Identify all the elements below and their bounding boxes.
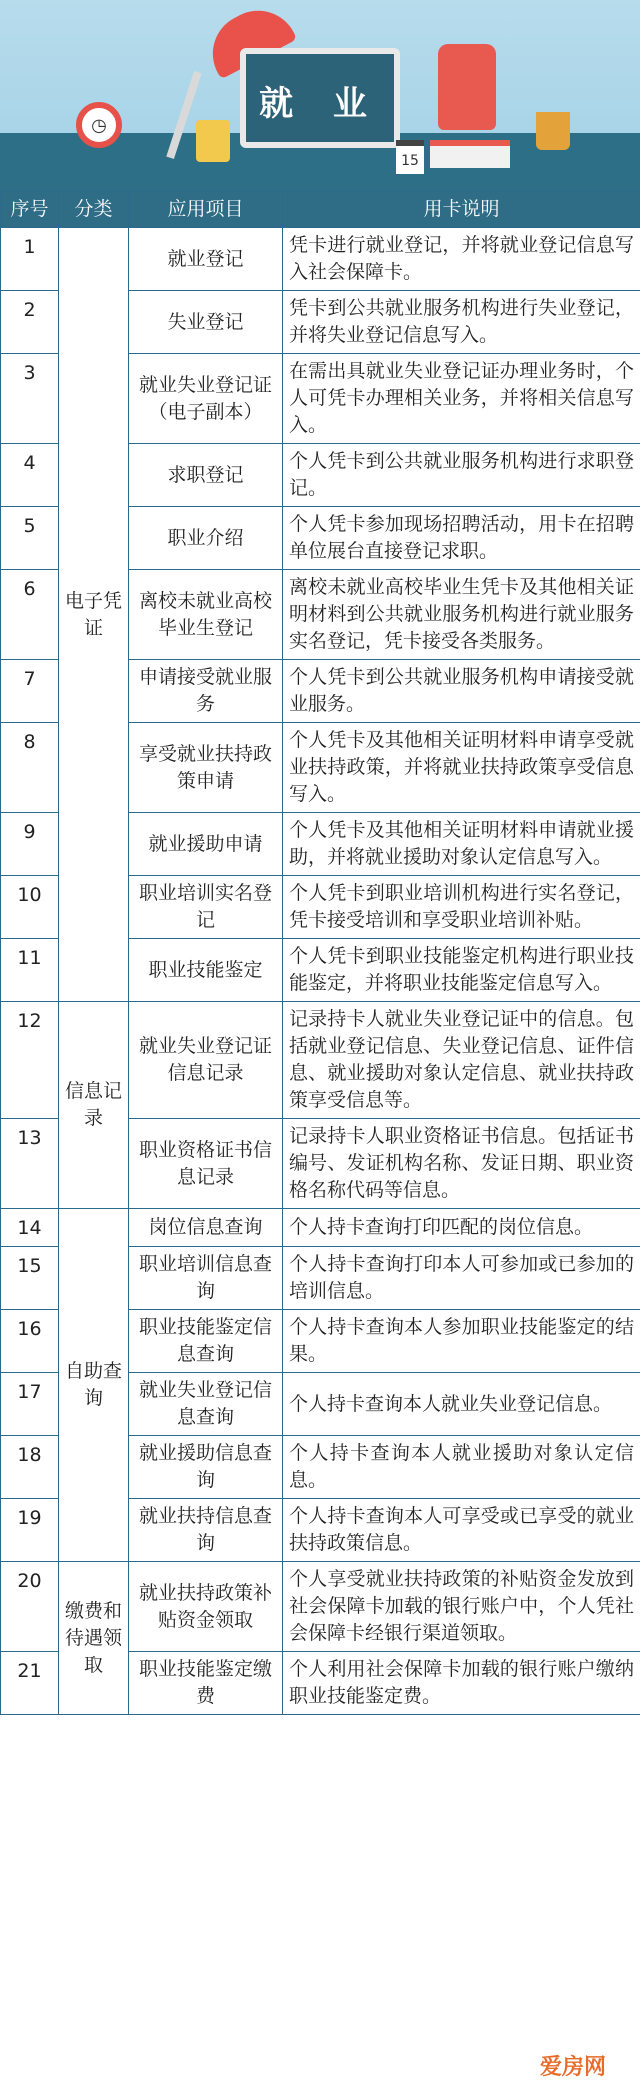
item-cell: 就业扶持政策补贴资金领取 <box>129 1562 283 1652</box>
description-cell: 个人持卡查询本人就业援助对象认定信息。 <box>283 1436 640 1499</box>
description-cell: 离校未就业高校毕业生凭卡及其他相关证明材料到公共就业服务机构进行就业服务实名登记，凭卡接受各类服务。 <box>283 570 640 660</box>
item-cell: 就业失业登记信息查询 <box>129 1373 283 1436</box>
description-cell: 个人凭卡参加现场招聘活动，用卡在招聘单位展台直接登记求职。 <box>283 507 640 570</box>
monitor-icon <box>240 48 400 148</box>
description-cell: 个人持卡查询本人可享受或已享受的就业扶持政策信息。 <box>283 1499 640 1562</box>
description-cell: 记录持卡人就业失业登记证中的信息。包括就业登记信息、失业登记信息、证件信息、就业援助对象认定信息、就业扶持政策享受信息等。 <box>283 1002 640 1119</box>
row-number: 6 <box>1 570 59 660</box>
row-number: 21 <box>1 1652 59 1715</box>
row-number: 13 <box>1 1119 59 1209</box>
clock-icon: ◷ <box>76 102 122 148</box>
description-cell: 个人持卡查询打印匹配的岗位信息。 <box>283 1209 640 1247</box>
watermark-logo: 爱房网 <box>540 2055 607 2080</box>
item-cell: 求职登记 <box>129 444 283 507</box>
item-cell: 享受就业扶持政策申请 <box>129 723 283 813</box>
description-cell: 个人凭卡及其他相关证明材料申请享受就业扶持政策，并将就业扶持政策享受信息写入。 <box>283 723 640 813</box>
row-number: 17 <box>1 1373 59 1436</box>
item-cell: 职业培训信息查询 <box>129 1247 283 1310</box>
item-cell: 离校未就业高校毕业生登记 <box>129 570 283 660</box>
item-cell: 职业技能鉴定信息查询 <box>129 1310 283 1373</box>
description-cell: 个人持卡查询打印本人可参加或已参加的培训信息。 <box>283 1247 640 1310</box>
row-number: 18 <box>1 1436 59 1499</box>
table-row <box>1 228 640 291</box>
employment-card-table <box>0 190 640 1715</box>
row-number: 8 <box>1 723 59 813</box>
item-cell: 失业登记 <box>129 291 283 354</box>
description-cell: 个人凭卡到职业技能鉴定机构进行职业技能鉴定，并将职业技能鉴定信息写入。 <box>283 939 640 1002</box>
category-cell: 信息记录 <box>59 1002 129 1209</box>
category-cell: 电子凭证 <box>59 228 129 1002</box>
backpack-icon <box>438 44 496 130</box>
item-cell: 职业介绍 <box>129 507 283 570</box>
item-cell: 就业失业登记证（电子副本） <box>129 354 283 444</box>
table-row <box>1 1562 640 1652</box>
row-number: 12 <box>1 1002 59 1119</box>
row-number: 10 <box>1 876 59 939</box>
row-number: 20 <box>1 1562 59 1652</box>
description-cell: 凭卡到公共就业服务机构进行失业登记，并将失业登记信息写入。 <box>283 291 640 354</box>
item-cell: 职业培训实名登记 <box>129 876 283 939</box>
row-number: 11 <box>1 939 59 1002</box>
row-number: 15 <box>1 1247 59 1310</box>
row-number: 2 <box>1 291 59 354</box>
calendar-icon: 15 <box>396 140 424 174</box>
banner <box>0 0 640 190</box>
table-row <box>1 1209 640 1247</box>
header-category: 分类 <box>59 191 129 228</box>
row-number: 3 <box>1 354 59 444</box>
header-item: 应用项目 <box>129 191 283 228</box>
cup-icon <box>536 112 570 150</box>
category-cell: 缴费和待遇领取 <box>59 1562 129 1715</box>
description-cell: 个人凭卡到公共就业服务机构进行求职登记。 <box>283 444 640 507</box>
description-cell: 个人享受就业扶持政策的补贴资金发放到社会保障卡加载的银行账户中，个人凭社会保障卡经银行渠道领取。 <box>283 1562 640 1652</box>
item-cell: 就业失业登记证信息记录 <box>129 1002 283 1119</box>
item-cell: 申请接受就业服务 <box>129 660 283 723</box>
description-cell: 个人利用社会保障卡加载的银行账户缴纳职业技能鉴定费。 <box>283 1652 640 1715</box>
description-cell: 个人凭卡及其他相关证明材料申请就业援助，并将就业援助对象认定信息写入。 <box>283 813 640 876</box>
item-cell: 就业扶持信息查询 <box>129 1499 283 1562</box>
row-number: 4 <box>1 444 59 507</box>
row-number: 19 <box>1 1499 59 1562</box>
description-cell: 个人持卡查询本人参加职业技能鉴定的结果。 <box>283 1310 640 1373</box>
item-cell: 就业登记 <box>129 228 283 291</box>
item-cell: 职业资格证书信息记录 <box>129 1119 283 1209</box>
table-header-row <box>1 191 640 228</box>
description-cell: 凭卡进行就业登记，并将就业登记信息写入社会保障卡。 <box>283 228 640 291</box>
category-cell: 自助查询 <box>59 1209 129 1562</box>
header-desc: 用卡说明 <box>283 191 640 228</box>
books-icon <box>430 140 510 168</box>
description-cell: 记录持卡人职业资格证书信息。包括证书编号、发证机构名称、发证日期、职业资格名称代码等信息。 <box>283 1119 640 1209</box>
row-number: 7 <box>1 660 59 723</box>
description-cell: 在需出具就业失业登记证办理业务时，个人可凭卡办理相关业务，并将相关信息写入。 <box>283 354 640 444</box>
table-row <box>1 1002 640 1119</box>
header-no: 序号 <box>1 191 59 228</box>
row-number: 16 <box>1 1310 59 1373</box>
banner-title: 就 业 <box>259 84 381 124</box>
description-cell: 个人凭卡到公共就业服务机构申请接受就业服务。 <box>283 660 640 723</box>
description-cell: 个人持卡查询本人就业失业登记信息。 <box>283 1373 640 1436</box>
row-number: 5 <box>1 507 59 570</box>
row-number: 1 <box>1 228 59 291</box>
item-cell: 就业援助信息查询 <box>129 1436 283 1499</box>
item-cell: 岗位信息查询 <box>129 1209 283 1247</box>
item-cell: 职业技能鉴定缴费 <box>129 1652 283 1715</box>
item-cell: 职业技能鉴定 <box>129 939 283 1002</box>
row-number: 9 <box>1 813 59 876</box>
description-cell: 个人凭卡到职业培训机构进行实名登记，凭卡接受培训和享受职业培训补贴。 <box>283 876 640 939</box>
row-number: 14 <box>1 1209 59 1247</box>
calculator-icon <box>196 120 230 162</box>
item-cell: 就业援助申请 <box>129 813 283 876</box>
